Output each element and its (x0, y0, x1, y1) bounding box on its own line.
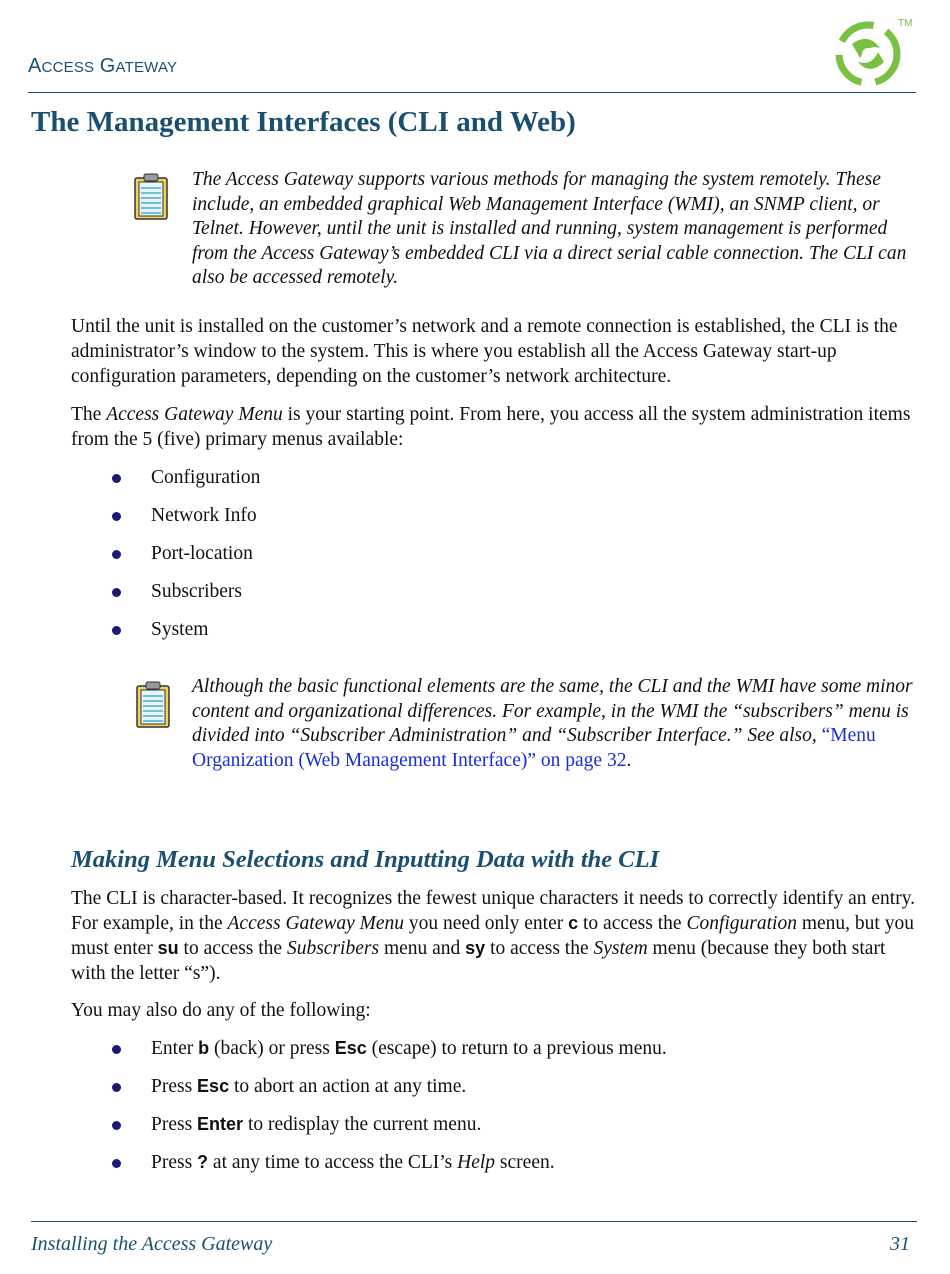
key-text: sy (465, 938, 486, 958)
note-management-methods: The Access Gateway supports various methods for managing the system remotely. These include, an embedded graphical Web Management Interface (WMI), an SNMP client, or Telnet. However, until the unit is installed and running, system management is performed from the Access Gateway’s embedded CLI via a direct serial cable connection. The CLI can also be accessed remotely. (192, 169, 907, 288)
list-item-text: Press Enter to redisplay the current menu. (151, 1114, 482, 1135)
text-run: to access the (578, 913, 687, 934)
note-interface-differences (192, 675, 920, 773)
text-run: to access the (485, 938, 594, 959)
bullet-icon (112, 588, 121, 597)
list-item-text: Port-location (151, 543, 253, 564)
trademark: TM (898, 18, 912, 29)
emphasis-text: Subscribers (286, 938, 380, 959)
emphasis-text: Configuration (686, 913, 797, 934)
page-number: 31 (890, 1233, 910, 1255)
key-text: c (568, 913, 579, 933)
text-run: menu and (379, 938, 466, 959)
list-item-text: System (151, 619, 209, 640)
list-item-text: Enter b (back) or press Esc (escape) to return to a previous menu. (151, 1038, 667, 1059)
text-run: menu, but you must enter (71, 913, 914, 959)
bullet-icon (112, 1121, 121, 1130)
bullet-icon (112, 474, 121, 483)
bullet-icon (112, 1083, 121, 1092)
text-run: Although the basic functional elements are the same, the CLI and the WMI have some minor content and organizational differences. For example, in the WMI the “subscribers” menu is divided into “Subscriber Administration” and “Subscriber Interface.” See also, (192, 676, 913, 746)
page-title: The Management Interfaces (CLI and Web) (31, 106, 576, 138)
bullet-icon (112, 512, 121, 521)
header-smallcaps: CCESS (41, 59, 95, 76)
bullet-icon (112, 1045, 121, 1054)
header-rule (28, 92, 916, 93)
text-run: The (71, 404, 107, 425)
footer-title: Installing the Access Gateway (31, 1233, 273, 1255)
emphasis-text: System (593, 938, 648, 959)
paragraph-options-intro: You may also do any of the following: (71, 1000, 371, 1021)
header-letter: G (99, 55, 116, 77)
text-run: The CLI is character-based. It recognizes the fewest unique characters it needs to correctly identify an entry. For example, in the (71, 888, 916, 934)
text-run: you need only enter (404, 913, 569, 934)
emphasis-text: Access Gateway Menu (106, 404, 283, 425)
cross-reference-link[interactable]: “Menu Organization (Web Management Interface)” on page 32 (192, 725, 876, 771)
list-item-text: Network Info (151, 505, 257, 526)
header-smallcaps: ATEWAY (115, 59, 178, 76)
text-run: to access the (178, 938, 287, 959)
bullet-icon (112, 626, 121, 635)
list-item-text: Press Esc to abort an action at any time. (151, 1076, 467, 1097)
text-run: is your starting point. From here, you access all the system administration items from the 5 (five) primary menus available: (71, 404, 911, 450)
emphasis-text: Access Gateway Menu (227, 913, 405, 934)
list-item-text: Press ? at any time to access the CLI’s Help screen. (151, 1152, 555, 1173)
key-text: su (157, 938, 179, 958)
paragraph-menu-intro (71, 402, 921, 452)
text-run: menu (because they both start with the letter “s”). (71, 938, 886, 984)
header-letter: A (28, 55, 42, 77)
running-header (28, 55, 177, 78)
company-logo-icon (830, 14, 912, 90)
clipboard-note-icon (134, 680, 174, 730)
list-item-text: Subscribers (151, 581, 242, 602)
paragraph-character-based (71, 886, 921, 986)
clipboard-note-icon (132, 172, 172, 222)
paragraph-cli-intro: Until the unit is installed on the customer’s network and a remote connection is established, the CLI is the administrator’s window to the system. This is where you establish all the Access Gateway start-up configuration parameters, depending on the customer’s network architecture. (71, 316, 898, 387)
section-heading: Making Menu Selections and Inputting Data with the CLI (71, 846, 660, 873)
text-run: . (626, 749, 632, 771)
bullet-icon (112, 550, 121, 559)
bullet-icon (112, 1159, 121, 1168)
footer-rule (31, 1221, 917, 1222)
list-item-text: Configuration (151, 467, 261, 488)
